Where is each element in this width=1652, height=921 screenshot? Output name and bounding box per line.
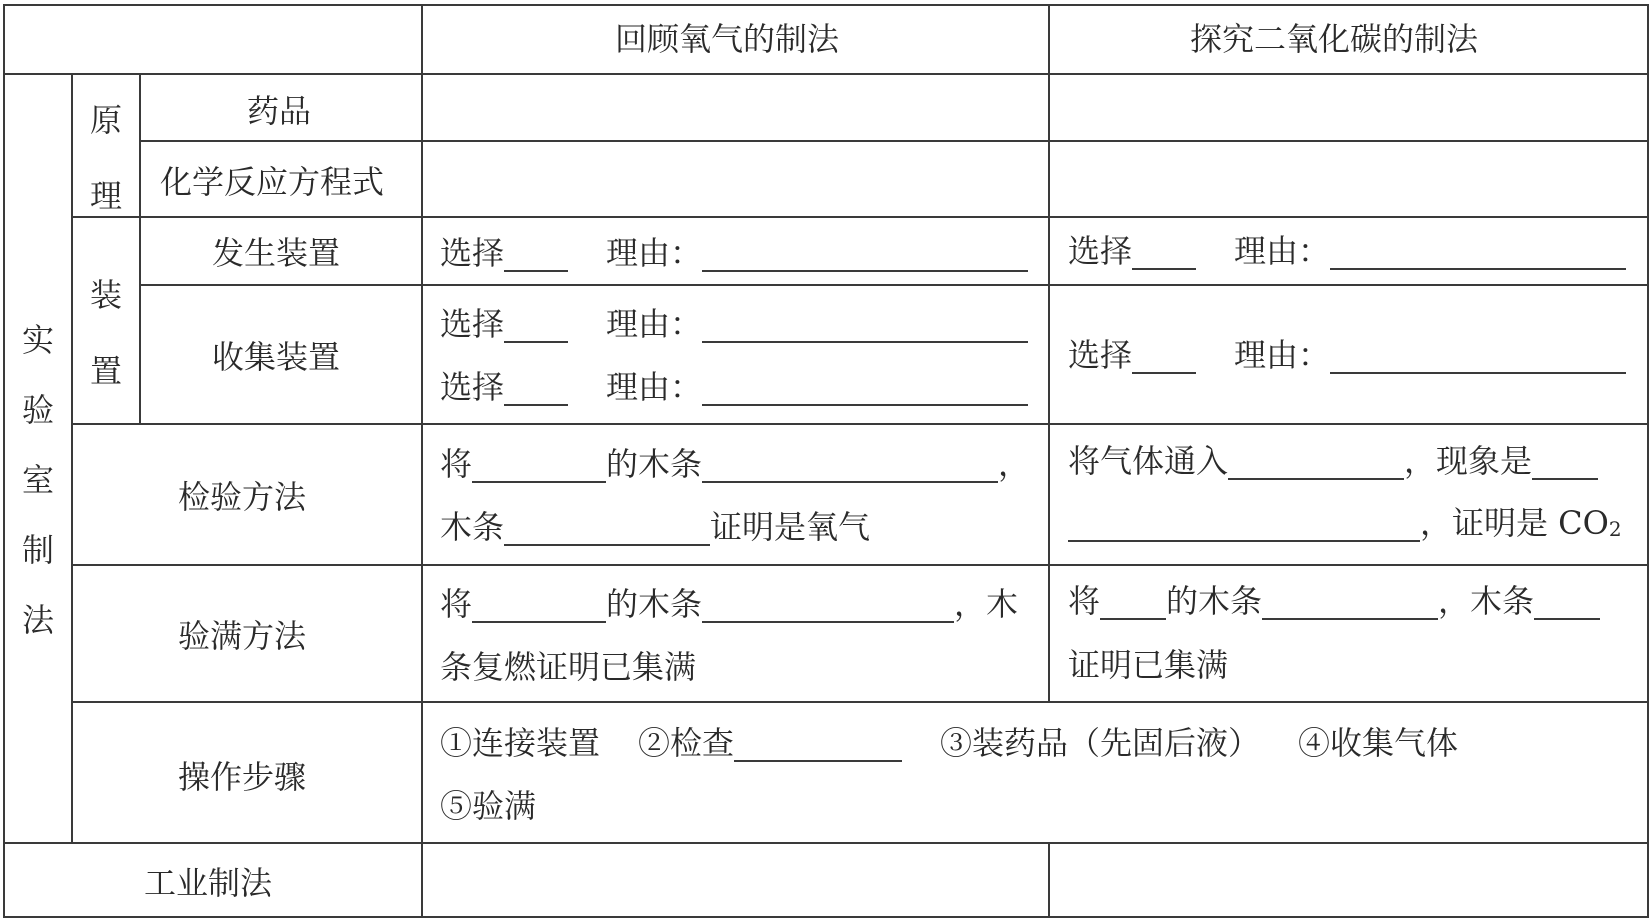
steps-line-2: ⑤验满: [440, 787, 537, 825]
generator-label: 发生装置: [212, 234, 341, 272]
industrial-label: 工业制法: [144, 864, 273, 902]
blank-field[interactable]: [1068, 510, 1420, 542]
o2-test-line-1: 将 的木条 ，: [440, 445, 1031, 483]
blank-field[interactable]: [1534, 588, 1600, 620]
o2-generator-line: 选择 理由：: [440, 234, 1028, 272]
blank-field[interactable]: [702, 374, 1028, 406]
blank-field[interactable]: [1132, 238, 1196, 270]
blank-field[interactable]: [504, 240, 568, 272]
co2-test-line-2: ，证明是 CO 2: [1068, 504, 1622, 542]
blank-field[interactable]: [702, 591, 954, 623]
blank-field[interactable]: [472, 591, 606, 623]
blank-field[interactable]: [702, 311, 1028, 343]
blank-field[interactable]: [1228, 448, 1404, 480]
co2-collector-line: 选择 理由：: [1068, 336, 1626, 374]
test-method-label: 检验方法: [178, 478, 307, 516]
steps-line-1: ①连接装置 ②检查 ③装药品（先固后液） ④收集气体: [440, 724, 1459, 762]
co2-full-line-2: 证明已集满: [1068, 646, 1229, 684]
drugs-label: 药品: [247, 92, 312, 130]
blank-field[interactable]: [504, 374, 568, 406]
principle-label: 原 理: [89, 101, 122, 215]
co2-generator-line: 选择 理由：: [1068, 232, 1626, 270]
o2-test-line-2: 木条 证明是氧气: [440, 508, 871, 546]
o2-full-line-1: 将 的木条 ，木: [440, 585, 1019, 623]
blank-field[interactable]: [1532, 448, 1598, 480]
collector-label: 收集装置: [212, 338, 341, 376]
blank-field[interactable]: [702, 240, 1028, 272]
lab-method-label: 实 验 室 制 法: [21, 321, 54, 639]
equation-label: 化学反应方程式: [160, 163, 385, 201]
blank-field[interactable]: [504, 311, 568, 343]
blank-field[interactable]: [504, 514, 710, 546]
blank-field[interactable]: [1330, 342, 1626, 374]
blank-field[interactable]: [1262, 588, 1438, 620]
blank-field[interactable]: [472, 451, 606, 483]
co2-test-line-1: 将气体通入 ，现象是: [1068, 442, 1598, 480]
blank-field[interactable]: [1100, 588, 1166, 620]
steps-label: 操作步骤: [178, 758, 307, 796]
blank-field[interactable]: [702, 451, 998, 483]
co2-full-line-1: 将 的木条 ，木条: [1068, 582, 1600, 620]
blank-field[interactable]: [734, 730, 902, 762]
blank-field[interactable]: [1330, 238, 1626, 270]
o2-collector-line-1: 选择 理由：: [440, 305, 1028, 343]
header-co2: 探究二氧化碳的制法: [1190, 20, 1479, 58]
apparatus-label: 装 置: [89, 276, 122, 390]
o2-collector-line-2: 选择 理由：: [440, 368, 1028, 406]
blank-field[interactable]: [1132, 342, 1196, 374]
o2-full-line-2: 条复燃证明已集满: [440, 648, 697, 686]
header-o2: 回顾氧气的制法: [615, 20, 840, 58]
full-method-label: 验满方法: [178, 617, 307, 655]
